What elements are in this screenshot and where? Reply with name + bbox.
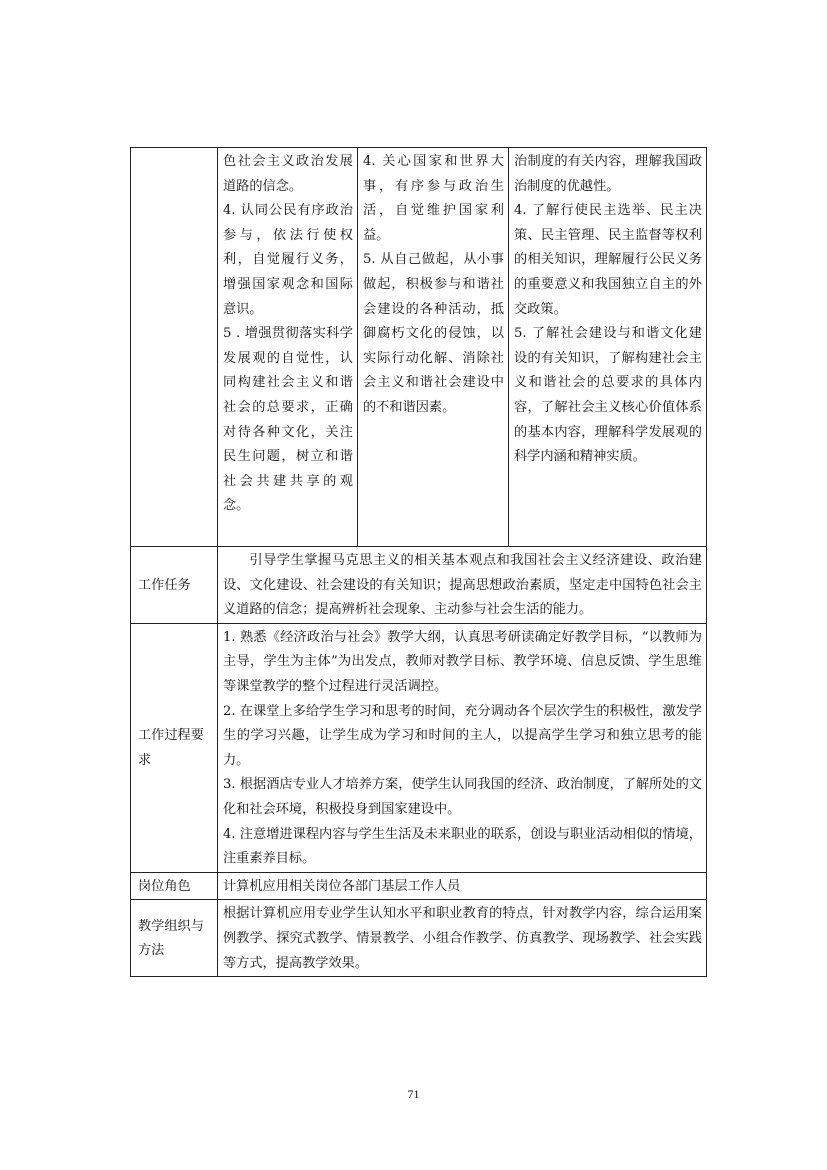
page-number: 71: [407, 1087, 420, 1101]
work-task-label: 工作任务: [131, 547, 218, 624]
work-task-text: 引导学生掌握马克思主义的相关基本观点和我国社会主义经济建设、政治建设、文化建设、社会建设的有关知识；提高思想政治素质，坚定走中国特色社会主义道路的信念；提高辨析社会现象、主动参与社会生活的能力。: [223, 553, 702, 618]
process-row: [131, 623, 707, 872]
objective-text: 4. 关心国家和世界大事，有序参与政治生活，自觉维护国家利益。: [363, 154, 504, 243]
role-cell: [218, 872, 707, 900]
method-cell: [218, 900, 707, 977]
ability-objectives-cell: [358, 148, 509, 547]
process-item: 2. 在课堂上多给学生学习和思考的时间，充分调动各个层次学生的积极性，激发学生的学习兴趣，让学生成为学习和时间的主人，以提高学生学习和独立思考的能力。: [223, 703, 702, 768]
process-item: 4. 注意增进课程内容与学生生活及未来职业的联系，创设与职业活动相似的情境，注重素养目标。: [223, 826, 702, 867]
role-label: 岗位角色: [131, 872, 218, 900]
objective-text: 5. 从自己做起，从小事做起，积极参与和谐社会建设的各种活动，抵御腐朽文化的侵蚀，以实际行动化解、消除社会主义和谐社会建设中的不和谐因素。: [363, 252, 504, 415]
emotion-objectives-cell: [218, 148, 358, 547]
process-item: 1. 熟悉《经济政治与社会》教学大纲，认真思考研读确定好教学目标，“以教师为主导，学生为主体”为出发点，教师对教学目标、教学环境、信息反馈、学生思维等课堂教学的整个过程进行灵活调控。: [223, 629, 702, 694]
knowledge-objectives-cell: [509, 148, 707, 547]
objective-text: 5 . 增强贯彻落实科学发展观的自觉性，认同构建社会主义和谐社会的总要求，正确对待各种文化，关注民生问题，树立和谐社会共建共享的观念。: [223, 326, 353, 514]
objective-text: 色社会主义政治发展道路的信念。: [223, 154, 353, 194]
process-cell: [218, 623, 707, 872]
objective-text: 5. 了解社会建设与和谐文化建设的有关知识，了解构建社会主义和谐社会的总要求的具体内容，了解社会主义核心价值体系的基本内容，理解科学发展观的科学内涵和精神实质。: [514, 326, 702, 465]
work-task-cell: [218, 547, 707, 624]
method-text: 根据计算机应用专业学生认知水平和职业教育的特点，针对教学内容，综合运用案例教学、探究式教学、情景教学、小组合作教学、仿真教学、现场教学、社会实践等方式，提高教学效果。: [223, 906, 702, 971]
role-text: 计算机应用相关岗位各部门基层工作人员: [223, 878, 461, 894]
method-label: 教学组织与方法: [131, 900, 218, 977]
work-task-row: [131, 547, 707, 624]
objectives-label-cell: [131, 148, 218, 547]
objective-text: 4. 了解行使民主选举、民主决策、民主管理、民主监督等权利的相关知识，理解履行公民义务的重要意义和我国独立自主的外交政策。: [514, 203, 702, 317]
objective-text: 治制度的有关内容，理解我国政治制度的优越性。: [514, 154, 702, 194]
role-row: [131, 872, 707, 900]
process-label: 工作过程要求: [131, 623, 218, 872]
syllabus-table: [130, 147, 707, 977]
process-item: 3. 根据酒店专业人才培养方案，使学生认同我国的经济、政治制度，了解所处的文化和社会环境，积极投身到国家建设中。: [223, 777, 702, 817]
method-row: [131, 900, 707, 977]
objectives-row: [131, 148, 707, 547]
objective-text: 4. 认同公民有序政治参与，依法行使权利，自觉履行义务，增强国家观念和国际意识。: [223, 203, 353, 317]
